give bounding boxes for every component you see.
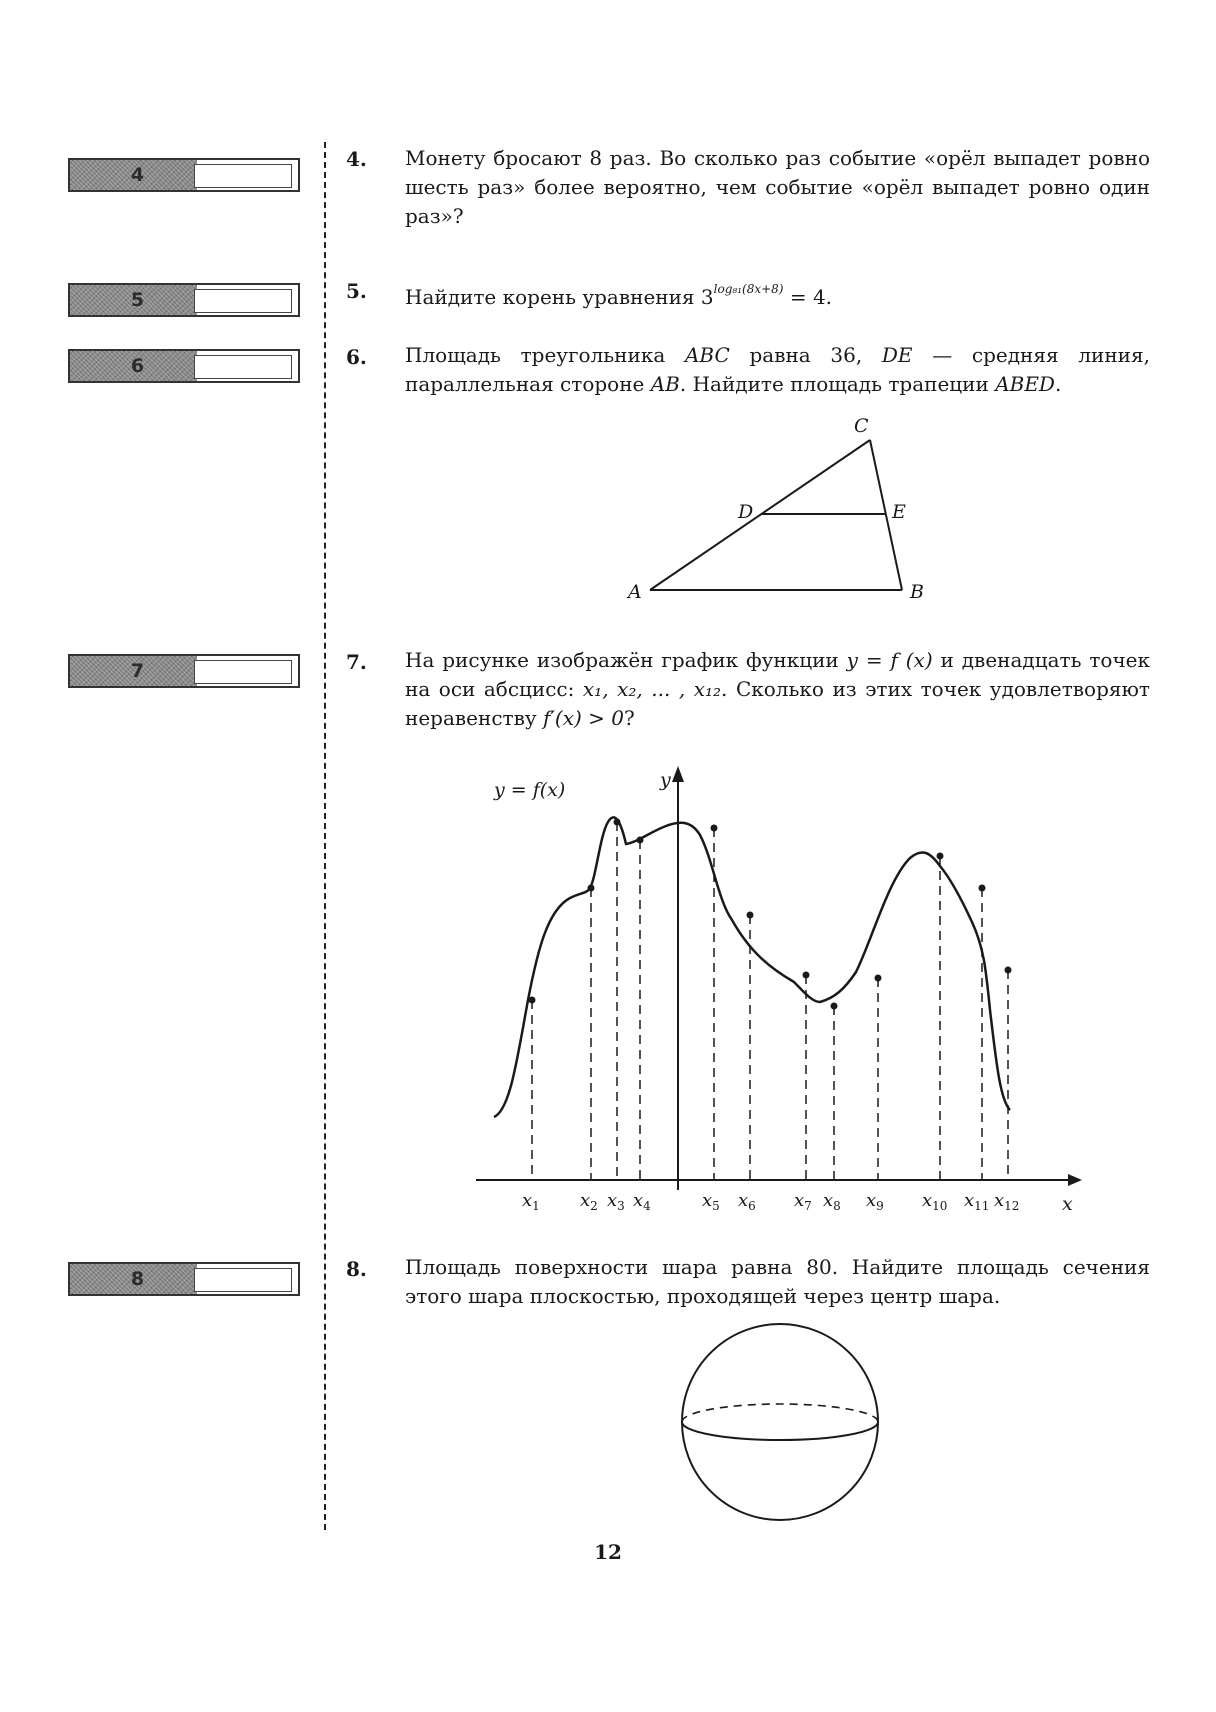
- y-axis-label: y: [660, 769, 671, 791]
- x-tick-label-4: $x_4$: [633, 1190, 651, 1213]
- x-tick-label-10: $x_{10}$: [922, 1190, 948, 1213]
- sphere-figure: [670, 1318, 890, 1528]
- guide-lines: [532, 822, 1008, 1180]
- question-text-5: [405, 275, 1150, 312]
- x-axis-tick-labels: [522, 1190, 1019, 1213]
- page-number: 12: [594, 1540, 622, 1564]
- curve-point-x7: [803, 972, 810, 979]
- cut-line: [324, 142, 326, 1530]
- answer-box-7: [68, 654, 300, 688]
- vertex-label-a: A: [628, 581, 642, 603]
- curve-point-x2: [588, 885, 595, 892]
- vertex-label-d: D: [738, 501, 754, 523]
- section-front-arc: [682, 1422, 878, 1440]
- x-axis-arrow-icon: [1068, 1174, 1082, 1186]
- answer-box-label: 8: [70, 1264, 197, 1294]
- q7-text-part: ?: [624, 706, 635, 730]
- q6-trapezoid-name: ABED: [995, 372, 1055, 396]
- q6-text-part: — средняя линия, параллельная стороне: [405, 343, 1150, 396]
- answer-box-label: 5: [70, 285, 197, 315]
- question-number-5: 5.: [346, 279, 367, 303]
- q7-inequality: f′(x) > 0: [542, 706, 625, 730]
- answer-field[interactable]: [194, 289, 292, 313]
- question-text-8: Площадь поверхности шара равна 80. Найдите площадь сечения этого шара плоскостью, проходящей через центр шара.: [405, 1255, 1150, 1308]
- answer-field[interactable]: [194, 355, 292, 379]
- curve-point-x10: [937, 853, 944, 860]
- function-label: y = f(x): [494, 779, 566, 801]
- curve-point-x3: [614, 819, 621, 826]
- x-tick-label-7: $x_7$: [794, 1190, 812, 1213]
- answer-box-label: 4: [70, 160, 197, 190]
- q5-exponent: log₈₁(8x+8): [713, 282, 784, 296]
- q6-side-name: AB: [650, 372, 680, 396]
- question-number-7: 7.: [346, 650, 367, 674]
- q7-function: y = f (x): [846, 648, 933, 672]
- section-back-arc: [682, 1404, 878, 1422]
- x-tick-label-9: $x_9$: [866, 1190, 884, 1213]
- answer-field[interactable]: [194, 164, 292, 188]
- curve-point-x6: [747, 912, 754, 919]
- answer-field[interactable]: [194, 1268, 292, 1292]
- question-text-4: Монету бросают 8 раз. Во сколько раз событие «орёл выпадет ровно шесть раз» более вероятно, чем событие «орёл выпадет ровно один раз»?: [405, 146, 1150, 228]
- x-tick-label-1: $x_1$: [522, 1190, 540, 1213]
- triangle-figure: [620, 418, 940, 608]
- q7-text-part: На рисунке изображён график функции: [405, 648, 839, 672]
- question-text-6: [405, 341, 1150, 399]
- sphere-outline: [682, 1324, 878, 1520]
- q5-text-before: Найдите корень уравнения: [405, 285, 695, 309]
- answer-field[interactable]: [194, 660, 292, 684]
- question-number-8: 8.: [346, 1257, 367, 1281]
- x-tick-label-6: $x_6$: [738, 1190, 756, 1213]
- answer-box-6: [68, 349, 300, 383]
- x-axis-label: x: [1062, 1193, 1073, 1215]
- q5-equation: [700, 282, 833, 309]
- question-number-6: 6.: [346, 345, 367, 369]
- q7-text-part: Сколько из этих точек удовлетворяют неравенству: [405, 677, 1150, 730]
- q6-text-part: Площадь треугольника: [405, 343, 666, 367]
- question-number-4: 4.: [346, 147, 367, 171]
- answer-box-5: [68, 283, 300, 317]
- x-tick-label-12: $x_{12}$: [994, 1190, 1020, 1213]
- q6-text-part: .: [1054, 372, 1062, 396]
- answer-box-label: 7: [70, 656, 197, 686]
- curve-point-x5: [711, 825, 718, 832]
- vertex-label-c: C: [854, 418, 869, 437]
- answer-box-label: 6: [70, 351, 197, 381]
- function-graph: [470, 760, 1090, 1220]
- q5-base: 3: [700, 285, 714, 309]
- q7-text-part: и двенадцать точек на оси абсцисс:: [405, 648, 1151, 701]
- curve-point-x9: [875, 975, 882, 982]
- q7-points: x₁, x₂, ... , x₁₂.: [582, 677, 728, 701]
- q6-midline-name: DE: [881, 343, 913, 367]
- q6-text-part: равна 36,: [749, 343, 863, 367]
- x-tick-label-11: $x_{11}$: [964, 1190, 990, 1213]
- vertex-label-e: E: [892, 501, 906, 523]
- curve-point-x11: [979, 885, 986, 892]
- q5-text-after: = 4.: [789, 285, 833, 309]
- curve-point-x1: [529, 997, 536, 1004]
- curve-point-x12: [1005, 967, 1012, 974]
- question-text-7: [405, 646, 1150, 733]
- curve-point-x4: [637, 837, 644, 844]
- answer-box-8: [68, 1262, 300, 1296]
- x-tick-label-5: $x_5$: [702, 1190, 720, 1213]
- x-tick-label-2: $x_2$: [580, 1190, 598, 1213]
- function-curve: [494, 817, 1010, 1117]
- q6-text-part: . Найдите площадь трапеции: [679, 372, 989, 396]
- vertex-label-b: B: [910, 581, 924, 603]
- answer-box-4: [68, 158, 300, 192]
- x-tick-label-3: $x_3$: [607, 1190, 625, 1213]
- curve-point-x8: [831, 1003, 838, 1010]
- y-axis-arrow-icon: [672, 766, 684, 782]
- x-tick-label-8: $x_8$: [823, 1190, 841, 1213]
- q6-triangle-name: ABC: [684, 343, 730, 367]
